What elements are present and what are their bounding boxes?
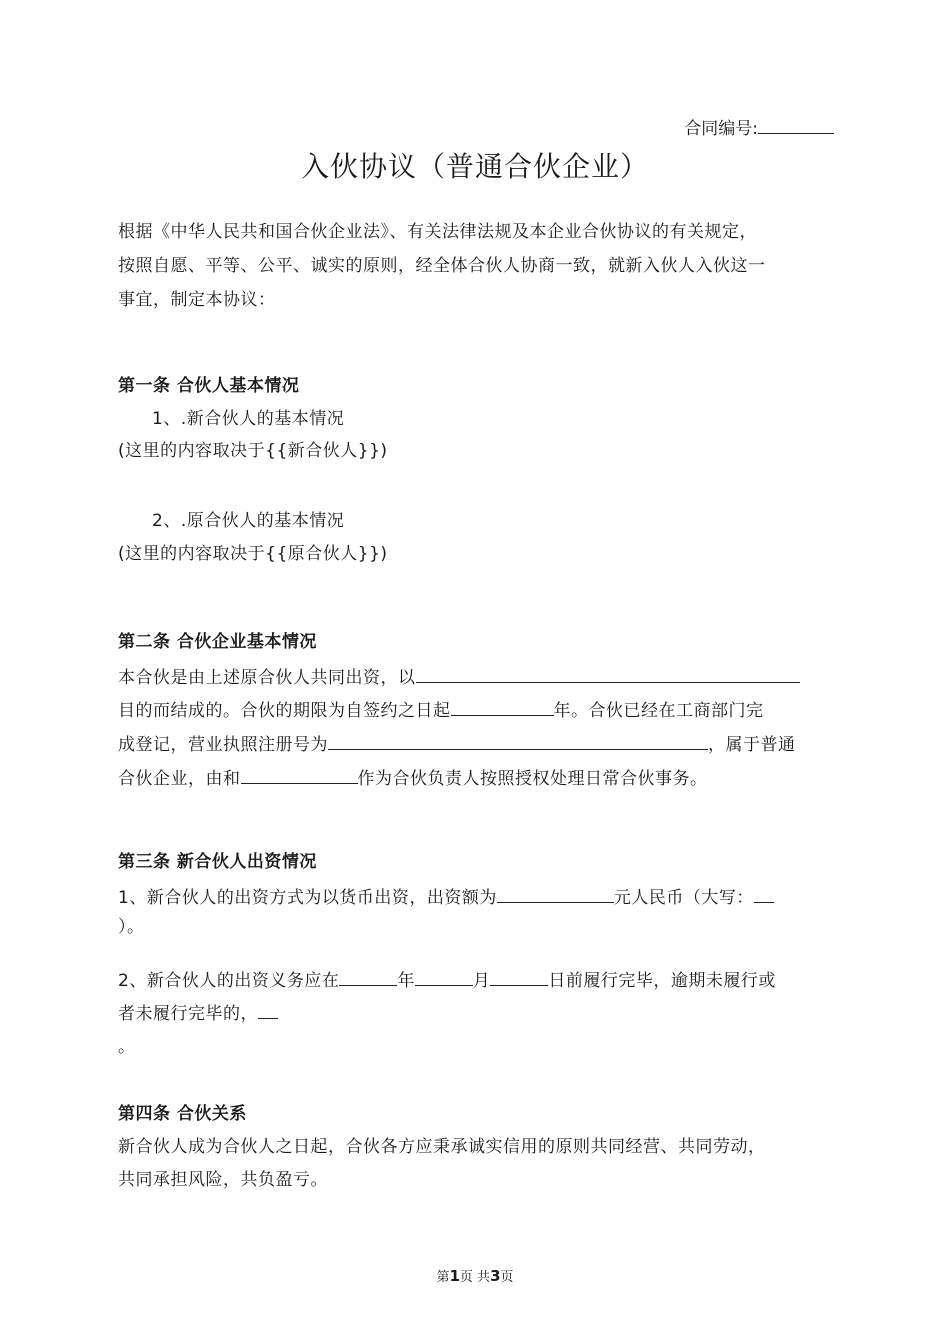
article-3-text: 2、新合伙人的出资义务应在 (118, 971, 340, 991)
article-3-text: 。 (118, 1037, 136, 1057)
article-3-line (118, 880, 774, 913)
article-3-text: 者未履行完毕的， (118, 1004, 258, 1024)
current-page-number: 1 (449, 1267, 460, 1285)
intro-line: 根据《中华人民共和国合伙企业法》、有关法律法规及本企业合伙协议的有关规定， (118, 222, 757, 242)
article-3-text: 年 (397, 971, 415, 991)
article-2-text: 成登记，营业执照注册号为 (118, 735, 328, 755)
article-4-heading: 第四条 合伙关系 (118, 1104, 247, 1124)
article-1-item-1: 1、.新合伙人的基本情况 (152, 409, 345, 429)
page-footer (0, 1266, 950, 1288)
intro-paragraph (118, 215, 838, 317)
year-blank[interactable] (339, 963, 397, 986)
footer-suffix: 页 (500, 1270, 514, 1285)
article-1-item-1-note: (这里的内容取决于{{新合伙人}}) (118, 441, 388, 461)
article-2-text: 年。合伙已经在工商部门完 (553, 701, 764, 721)
responsible-partner-blank[interactable] (241, 761, 358, 784)
article-4-line: 新合伙人成为合伙人之日起，合伙各方应秉承诚实信用的原则共同经营、共同劳动， (118, 1137, 766, 1157)
article-3-heading: 第三条 新合伙人出资情况 (118, 852, 317, 872)
article-3-text: ）。 (118, 917, 145, 937)
contribution-amount-blank[interactable] (497, 880, 614, 903)
article-3-line (118, 996, 278, 1029)
article-2-text: ，属于普通 (708, 735, 796, 755)
month-blank[interactable] (415, 963, 473, 986)
article-3-text: 元人民币（大写： (613, 888, 754, 908)
article-3-line (118, 963, 776, 996)
article-2-line (118, 660, 800, 693)
document-title: 入伙协议（普通合伙企业） (300, 150, 649, 183)
article-3-text: 月 (472, 971, 491, 991)
article-4-line: 共同承担风险，共负盈亏。 (118, 1170, 328, 1190)
article-3-text: 1、新合伙人的出资方式为以货币出资，出资额为 (118, 888, 497, 908)
article-2-text: 本合伙是由上述原合伙人共同出资，以 (118, 668, 416, 688)
article-2-heading: 第二条 合伙企业基本情况 (118, 632, 317, 652)
intro-line: 事宜，制定本协议： (118, 290, 276, 310)
footer-prefix: 第 (436, 1270, 450, 1285)
amount-in-words-blank[interactable] (754, 880, 774, 903)
contract-number-blank[interactable] (758, 115, 834, 134)
total-pages-number: 3 (490, 1267, 501, 1285)
article-2-line (118, 761, 708, 794)
article-1-item-2: 2、.原合伙人的基本情况 (152, 511, 345, 531)
article-2-line (118, 693, 764, 726)
article-2-text: 目的而结成的。合伙的期限为自签约之日起 (118, 701, 451, 721)
term-years-blank[interactable] (451, 693, 554, 716)
article-1-item-2-note: (这里的内容取决于{{原合伙人}}) (118, 544, 388, 564)
intro-line: 按照自愿、平等、公平、诚实的原则，经全体合伙人协商一致，就新入伙人入伙这一 (118, 256, 766, 276)
purpose-blank[interactable] (416, 660, 800, 683)
contract-number (560, 115, 834, 141)
article-2-text: 合伙企业，由和 (118, 769, 241, 789)
article-1-heading: 第一条 合伙人基本情况 (118, 376, 300, 396)
consequence-blank[interactable] (258, 996, 278, 1019)
article-2-line (118, 727, 796, 760)
contract-number-label: 合同编号: (684, 119, 758, 139)
footer-mid: 页 共 (459, 1270, 491, 1285)
license-number-blank[interactable] (328, 727, 708, 750)
article-3-text: 日前履行完毕，逾期未履行或 (548, 971, 776, 991)
day-blank[interactable] (490, 963, 548, 986)
article-2-text: 作为合伙负责人按照授权处理日常合伙事务。 (357, 769, 708, 789)
